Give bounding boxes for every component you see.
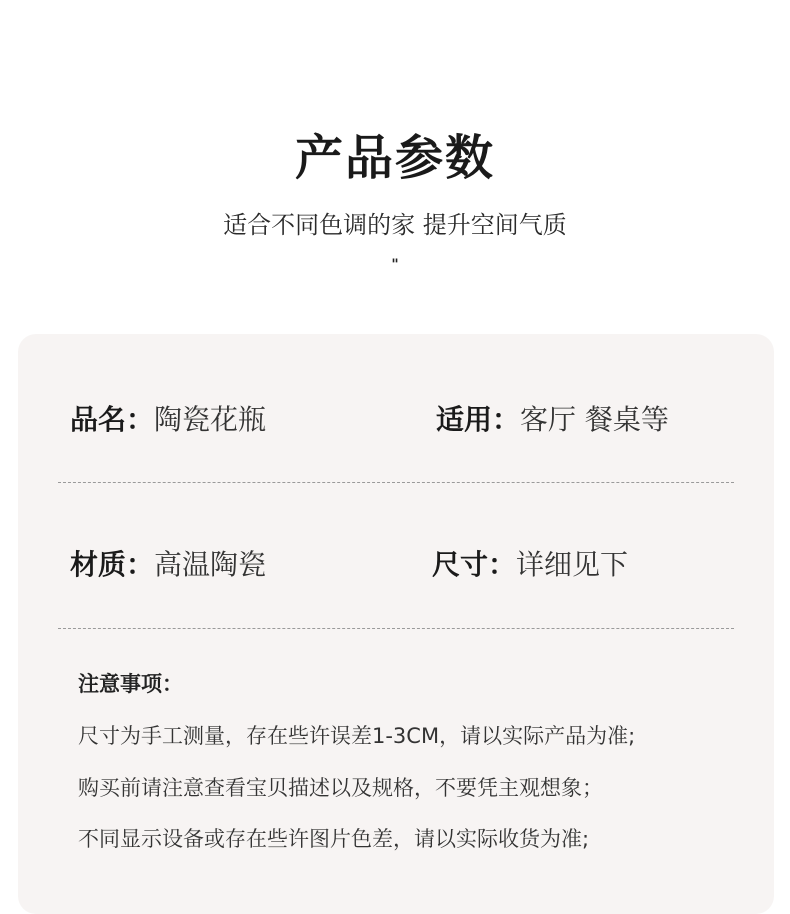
param-material	[70, 547, 266, 583]
param-usage	[436, 402, 669, 438]
note-item: 尺寸为手工测量，存在些许误差1-3CM，请以实际产品为准;	[78, 724, 636, 748]
param-value: 陶瓷花瓶	[154, 403, 267, 436]
note-item: 购买前请注意查看宝贝描述以及规格，不要凭主观想象；	[78, 776, 603, 800]
parameters-card	[18, 334, 774, 914]
param-name	[70, 402, 266, 438]
quote-mark: "	[391, 257, 399, 273]
param-label: 尺寸：	[432, 548, 517, 581]
page-title: 产品参数	[294, 130, 495, 186]
param-label: 品名：	[70, 403, 155, 436]
param-value: 高温陶瓷	[154, 548, 267, 581]
param-size	[432, 547, 628, 583]
param-value: 客厅 餐桌等	[520, 403, 669, 436]
dashed-divider	[58, 628, 734, 629]
param-label: 材质：	[70, 548, 155, 581]
param-label: 适用：	[436, 403, 521, 436]
notes-title: 注意事项：	[78, 672, 183, 696]
dashed-divider	[58, 482, 734, 483]
param-value: 详细见下	[516, 548, 629, 581]
page-subtitle: 适合不同色调的家 提升空间气质	[223, 211, 567, 239]
note-item: 不同显示设备或存在些许图片色差，请以实际收货为准;	[78, 827, 590, 851]
